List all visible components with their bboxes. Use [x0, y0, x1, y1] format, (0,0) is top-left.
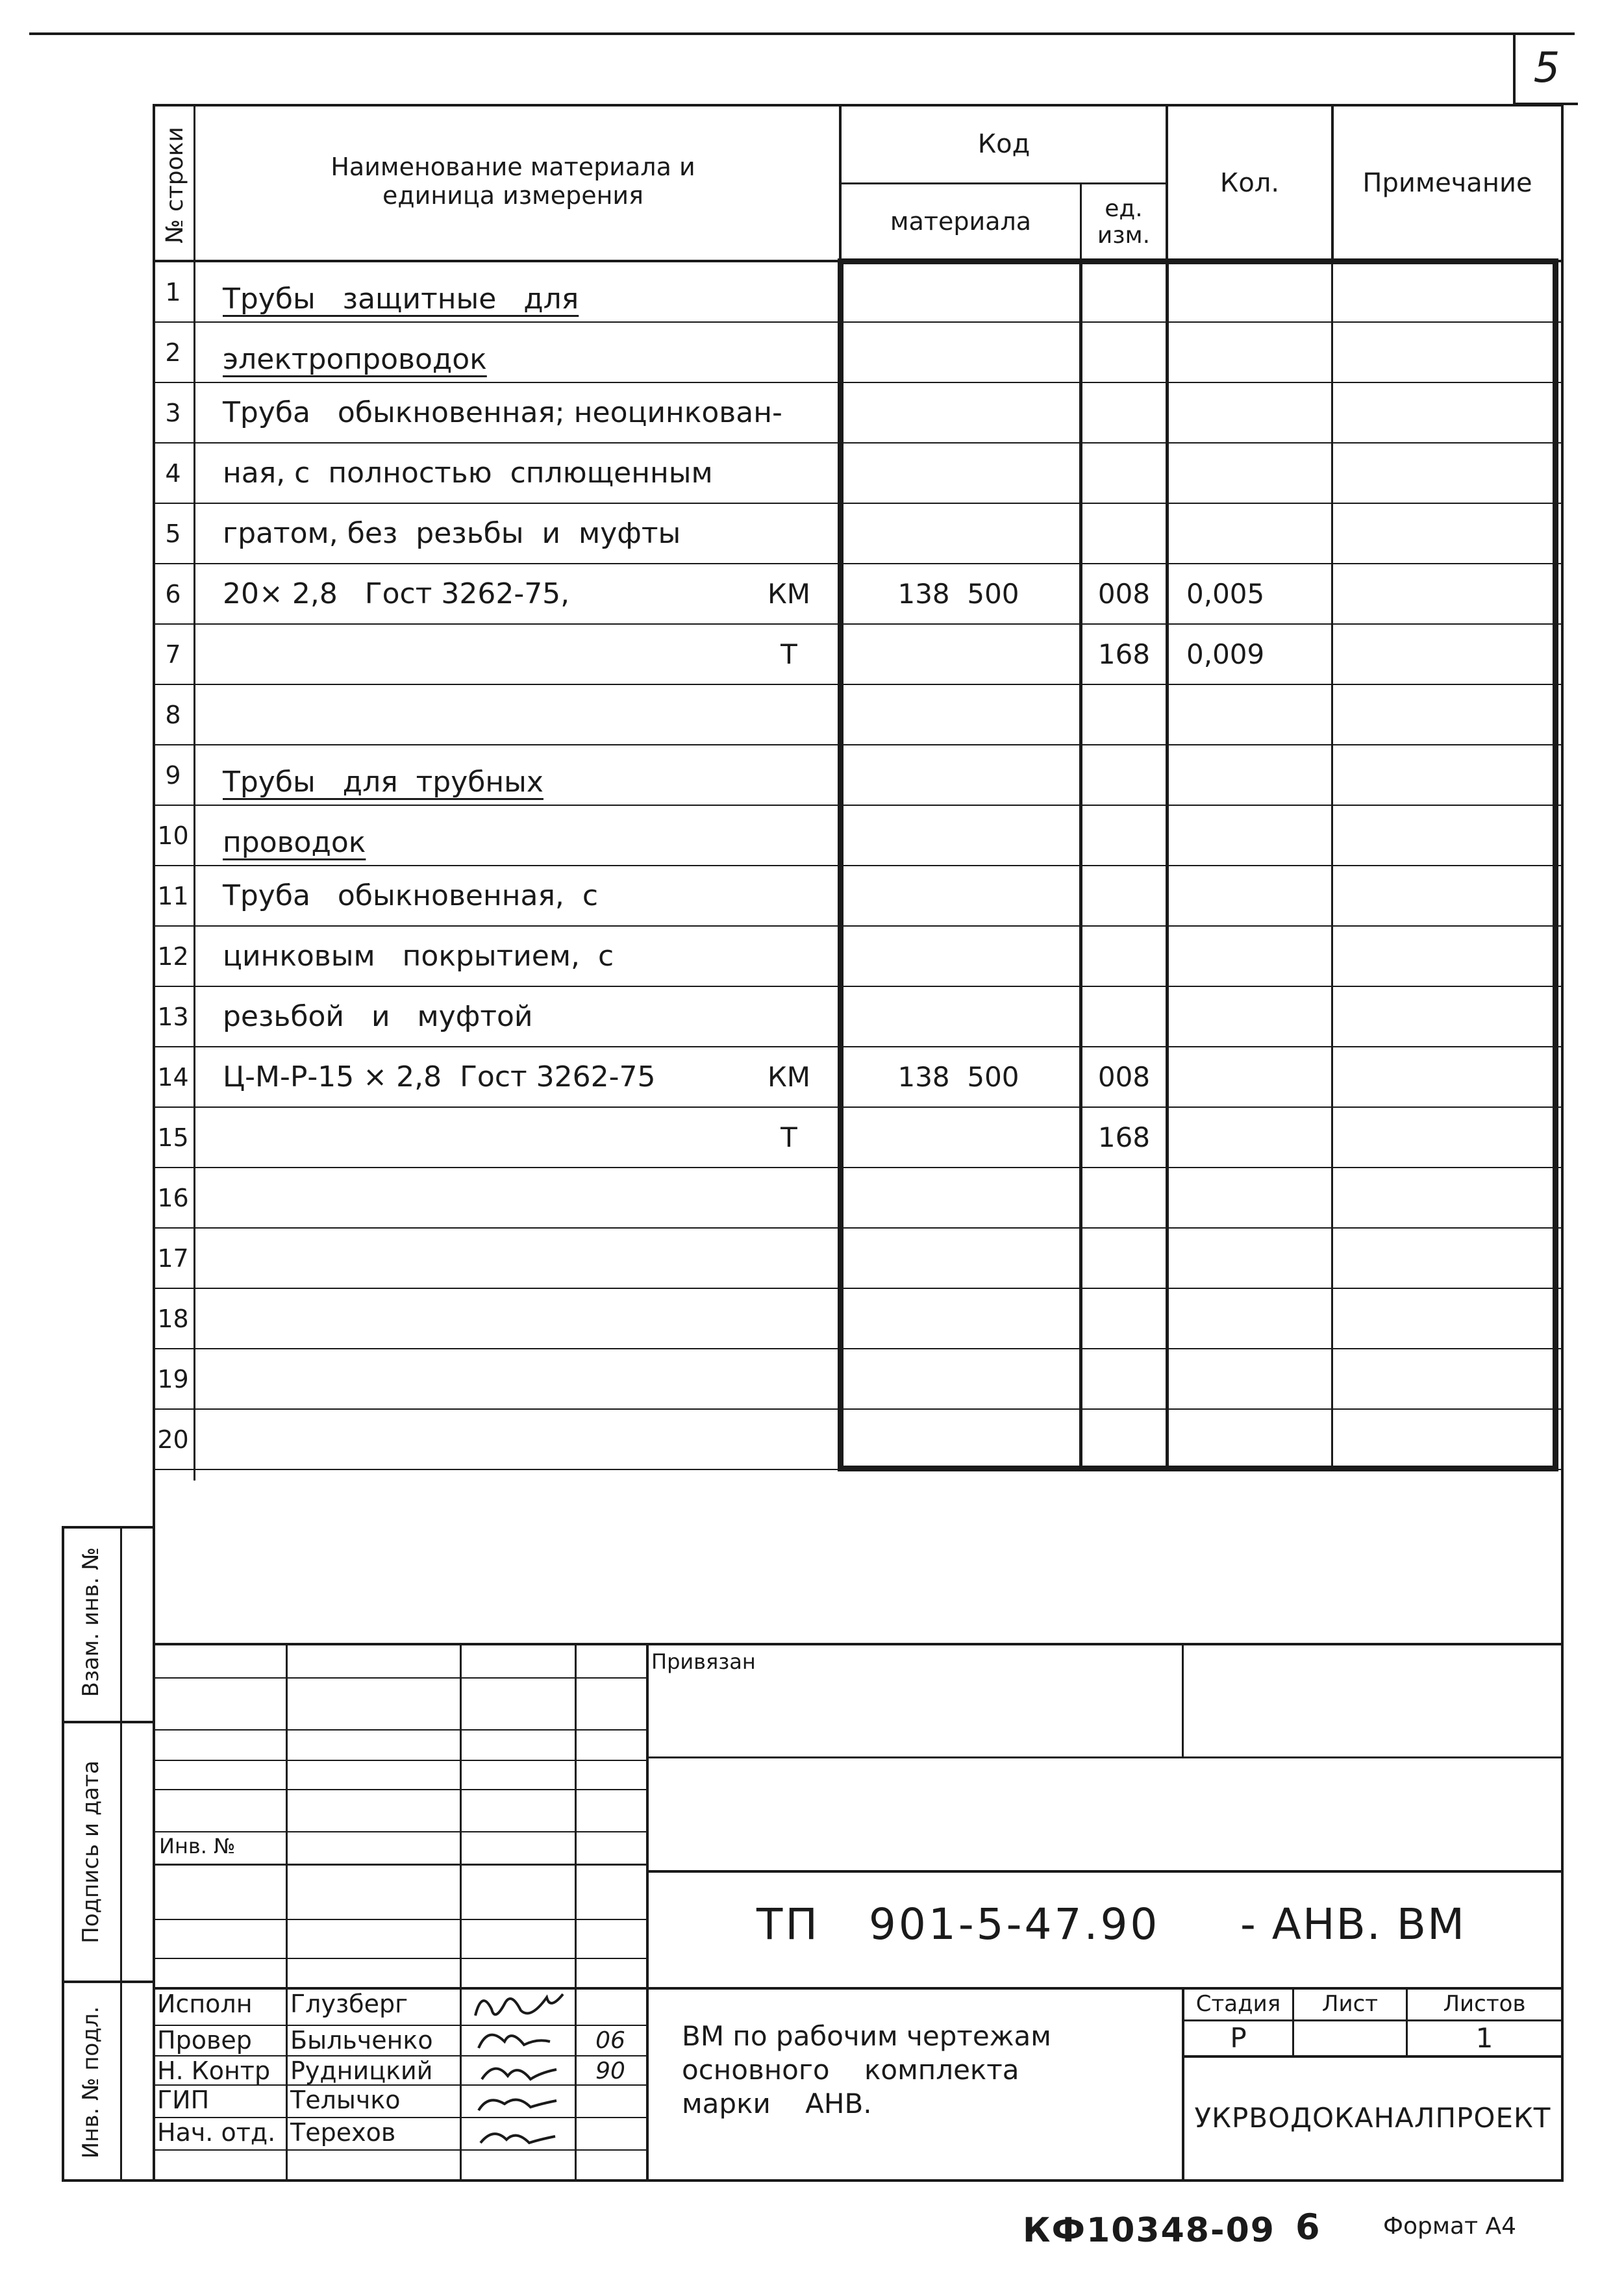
signer-name: Терехов — [290, 2118, 396, 2147]
sheet-label: Лист — [1321, 1991, 1379, 2018]
row-quantity — [1179, 685, 1341, 745]
row-unit-code — [1082, 262, 1166, 323]
header-row-number: № строки — [162, 127, 188, 244]
row-unit-text — [756, 685, 821, 745]
row-number: 11 — [157, 881, 189, 910]
table-row — [153, 504, 1562, 564]
row-material-code — [842, 444, 1075, 504]
row-material-name: Труба обыкновенная, с — [223, 879, 599, 913]
row-unit-code: 168 — [1097, 1121, 1151, 1154]
row-unit-code — [1082, 383, 1166, 444]
row-material-code — [842, 504, 1075, 564]
row-material-code — [842, 1349, 1075, 1410]
row-unit-text — [756, 1410, 821, 1470]
table-row — [153, 444, 1562, 504]
row-material-code — [842, 262, 1075, 323]
table-row — [153, 262, 1562, 323]
row-unit-code: 008 — [1097, 578, 1151, 610]
row-material-name: цинковым покрытием, с — [223, 940, 614, 973]
row-material-name: 20× 2,8 Гост 3262-75, — [223, 577, 570, 611]
signer-date: 90 — [595, 2058, 625, 2085]
footer-code: КФ10348-09 — [1023, 2211, 1275, 2250]
row-quantity — [1179, 262, 1341, 323]
row-unit-code — [1082, 987, 1166, 1047]
document-code: ТП 901-5-47.90 — [756, 1899, 1160, 1949]
row-number: 13 — [157, 1002, 189, 1031]
row-quantity — [1179, 987, 1341, 1047]
signer-date — [578, 1990, 643, 2019]
table-row — [153, 866, 1562, 927]
table-row — [153, 927, 1562, 987]
row-unit-code — [1082, 1289, 1166, 1349]
row-material-code — [842, 1289, 1075, 1349]
row-number: 19 — [157, 1364, 189, 1393]
row-unit-text — [756, 1229, 821, 1289]
row-unit-code: 168 — [1097, 638, 1151, 671]
row-material-code — [842, 1229, 1075, 1289]
row-unit-code: 008 — [1097, 1061, 1151, 1094]
sheets-label: Листов — [1443, 1991, 1526, 2018]
page-number: 5 — [1533, 44, 1560, 93]
row-material-code — [842, 806, 1075, 866]
organization-name: УКРВОДОКАНАЛПРОЕКТ — [1194, 2102, 1551, 2134]
row-quantity — [1179, 745, 1341, 806]
row-unit-text — [756, 745, 821, 806]
row-material-code: 138 500 — [897, 1061, 1019, 1094]
row-unit-text: КМ — [767, 1061, 811, 1094]
row-unit-code — [1082, 685, 1166, 745]
row-material-name: резьбой и муфтой — [223, 1000, 533, 1034]
row-number: 5 — [165, 519, 181, 548]
signer-role: Нач. отд. — [157, 2118, 276, 2147]
table-row — [153, 1349, 1562, 1410]
row-unit-text — [756, 444, 821, 504]
table-row — [153, 1410, 1562, 1470]
table-row — [153, 383, 1562, 444]
row-unit-code — [1082, 745, 1166, 806]
row-material-name: Трубы для трубных — [223, 766, 543, 799]
signer-name: Телычко — [290, 2086, 401, 2115]
row-quantity — [1179, 1289, 1341, 1349]
row-number: 10 — [157, 821, 189, 850]
row-quantity — [1179, 1349, 1341, 1410]
row-unit-text — [756, 1289, 821, 1349]
row-quantity — [1179, 323, 1341, 383]
row-material-code — [842, 927, 1075, 987]
row-material-name: Трубы защитные для — [223, 282, 579, 316]
row-unit-text: Т — [781, 1121, 797, 1154]
row-number: 6 — [165, 579, 181, 608]
side-label-inventory-original: Инв. № подл. — [78, 2006, 104, 2159]
row-unit-text — [756, 806, 821, 866]
table-row — [153, 1168, 1562, 1229]
row-unit-code — [1082, 1349, 1166, 1410]
row-quantity — [1179, 1047, 1341, 1108]
signer-role: Н. Контр — [157, 2056, 271, 2086]
row-number: 16 — [157, 1183, 189, 1212]
row-material-code — [842, 685, 1075, 745]
row-material-code — [842, 866, 1075, 927]
row-quantity — [1179, 1410, 1341, 1470]
table-row — [153, 1289, 1562, 1349]
header-quantity: Кол. — [1219, 168, 1280, 198]
table-row — [153, 1108, 1562, 1168]
row-quantity — [1179, 866, 1341, 927]
signatures — [462, 1988, 574, 2181]
header-code: Код — [977, 129, 1031, 159]
row-number: 17 — [157, 1243, 189, 1273]
document-mark: - АНВ. ВМ — [1240, 1899, 1466, 1949]
table-row — [153, 745, 1562, 806]
table-row — [153, 1229, 1562, 1289]
signer-name: Быльченко — [290, 2026, 433, 2055]
row-quantity — [1179, 927, 1341, 987]
row-quantity: 0,005 — [1186, 578, 1265, 610]
row-quantity — [1179, 383, 1341, 444]
sheets-value: 1 — [1475, 2021, 1493, 2054]
row-material-code — [842, 383, 1075, 444]
table-row — [153, 1047, 1562, 1108]
table-row — [153, 987, 1562, 1047]
row-unit-text — [756, 504, 821, 564]
signer-date: 06 — [595, 2027, 625, 2055]
row-unit-text — [756, 987, 821, 1047]
row-material-code — [842, 1168, 1075, 1229]
header-note: Примечание — [1362, 168, 1532, 198]
row-material-code — [842, 625, 1075, 685]
row-unit-text: Т — [781, 638, 797, 671]
table-row — [153, 564, 1562, 625]
inventory-number-label: Инв. № — [159, 1834, 236, 1858]
row-unit-text — [756, 927, 821, 987]
side-label-replaced-inv: Взам. инв. № — [78, 1547, 104, 1697]
row-number: 18 — [157, 1304, 189, 1333]
row-quantity: 0,009 — [1186, 638, 1265, 671]
table-row — [153, 685, 1562, 745]
signer-name: Рудницкий — [290, 2056, 433, 2086]
row-number: 12 — [157, 942, 189, 971]
row-unit-code — [1082, 866, 1166, 927]
row-material-code — [842, 987, 1075, 1047]
row-unit-code — [1082, 927, 1166, 987]
row-number: 15 — [157, 1123, 189, 1152]
row-material-name: Труба обыкновенная; неоцинкован- — [223, 396, 782, 430]
signer-date — [578, 2118, 643, 2148]
row-unit-text — [756, 262, 821, 323]
row-unit-code — [1082, 1168, 1166, 1229]
stage-label: Стадия — [1195, 1991, 1281, 2018]
header-material-name: Наименование материала и единица измерения — [331, 153, 695, 210]
row-unit-code — [1082, 504, 1166, 564]
row-unit-code — [1082, 323, 1166, 383]
signer-role: ГИП — [157, 2086, 210, 2115]
row-unit-code — [1082, 806, 1166, 866]
row-number: 14 — [157, 1062, 189, 1092]
row-number: 9 — [165, 760, 181, 790]
row-number: 8 — [165, 700, 181, 729]
row-unit-text — [756, 1349, 821, 1410]
footer-format: Формат А4 — [1383, 2213, 1517, 2240]
row-number: 1 — [165, 277, 181, 306]
row-material-name: проводок — [223, 826, 366, 860]
row-material-name: электропроводок — [223, 343, 487, 377]
row-quantity — [1179, 1229, 1341, 1289]
attached-label: Привязан — [651, 1649, 756, 1674]
row-unit-code — [1082, 1229, 1166, 1289]
row-unit-code — [1082, 1410, 1166, 1470]
side-label-signature-date: Подпись и дата — [78, 1760, 104, 1943]
row-unit-code — [1082, 444, 1166, 504]
header-code-material: материала — [890, 207, 1032, 236]
row-quantity — [1179, 1108, 1341, 1168]
document-title: ВМ по рабочим чертежам основного комплекта марки АНВ. — [682, 2020, 1051, 2119]
row-unit-text: КМ — [767, 578, 811, 610]
table-row — [153, 806, 1562, 866]
row-number: 7 — [165, 640, 181, 669]
row-material-code — [842, 323, 1075, 383]
row-material-name: ная, с полностью сплющенным — [223, 456, 713, 490]
row-quantity — [1179, 504, 1341, 564]
table-row — [153, 625, 1562, 685]
row-number: 2 — [165, 338, 181, 367]
row-unit-text — [756, 1168, 821, 1229]
signer-date — [578, 2086, 643, 2116]
row-number: 4 — [165, 458, 181, 488]
table-row — [153, 323, 1562, 383]
row-number: 20 — [157, 1425, 189, 1454]
row-unit-text — [756, 383, 821, 444]
row-unit-text — [756, 323, 821, 383]
sheet-value — [1294, 2021, 1406, 2055]
row-material-code — [842, 1108, 1075, 1168]
signer-name: Глузберг — [290, 1990, 408, 2019]
row-material-code: 138 500 — [897, 578, 1019, 610]
row-material-name: Ц-М-Р-15 × 2,8 Гост 3262-75 — [223, 1060, 656, 1094]
row-number: 3 — [165, 398, 181, 427]
row-material-name: гратом, без резьбы и муфты — [223, 517, 681, 551]
row-quantity — [1179, 806, 1341, 866]
row-material-code — [842, 745, 1075, 806]
stage-value: Р — [1230, 2021, 1247, 2054]
signer-role: Исполн — [157, 1990, 253, 2019]
row-material-code — [842, 1410, 1075, 1470]
row-quantity — [1179, 444, 1341, 504]
row-unit-text — [756, 866, 821, 927]
footer-number: 6 — [1295, 2206, 1320, 2247]
row-quantity — [1179, 1168, 1341, 1229]
signer-role: Провер — [157, 2026, 252, 2055]
header-code-unit: ед. изм. — [1097, 195, 1151, 249]
